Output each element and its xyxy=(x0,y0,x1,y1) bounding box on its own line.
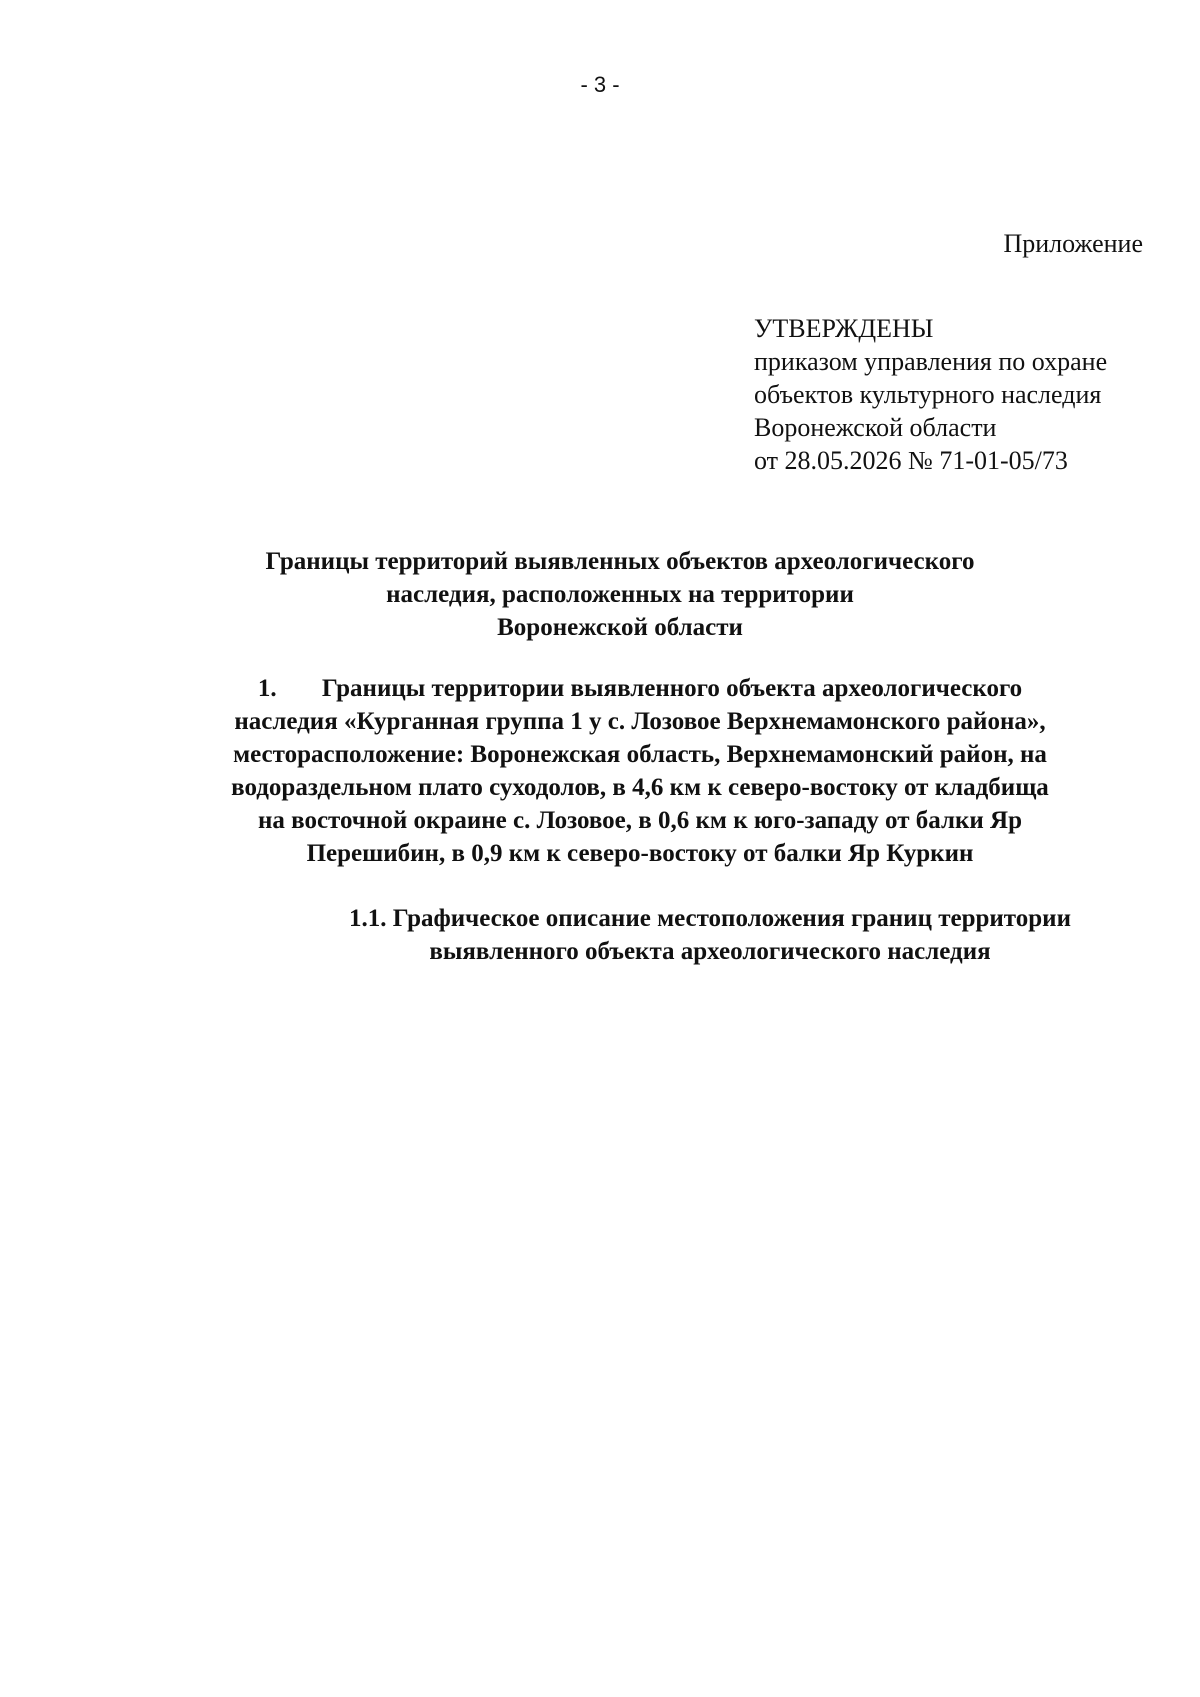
section-1-line: месторасположение: Воронежская область, Верхнемамонский район, на xyxy=(233,741,1047,768)
approval-heading: УТВЕРЖДЕНЫ xyxy=(754,314,934,343)
approval-block xyxy=(754,312,1174,477)
approval-line: Воронежской области xyxy=(754,413,997,442)
appendix-label: Приложение xyxy=(1003,229,1143,258)
subsection-line: 1.1. Графическое описание местоположения границ территории xyxy=(349,905,1071,932)
section-1-number: 1. xyxy=(257,675,277,702)
approval-line: приказом управления по охране xyxy=(754,347,1108,376)
approval-order-line: от 28.05.2026 № 71-01-05/73 xyxy=(754,446,1068,475)
section-1-line: водораздельном плато суходолов, в 4,6 км к северо-востоку от кладбища xyxy=(231,774,1049,801)
section-1-line: Перешибин, в 0,9 км к северо-востоку от балки Яр Куркин xyxy=(306,840,974,867)
approval-line: объектов культурного наследия xyxy=(754,380,1102,409)
section-1-1 xyxy=(290,902,1130,968)
section-1-first-line xyxy=(140,672,1140,705)
title-line: Воронежской области xyxy=(497,614,743,641)
document-title xyxy=(140,545,1100,644)
section-1 xyxy=(140,672,1140,870)
title-line: наследия, расположенных на территории xyxy=(386,581,854,608)
title-line: Границы территорий выявленных объектов археологического xyxy=(265,548,975,575)
page-number: - 3 - xyxy=(580,72,620,97)
section-1-heading-start: Границы территории выявленного объекта археологического xyxy=(321,675,1023,702)
section-1-line: на восточной окраине с. Лозовое, в 0,6 км к юго-западу от балки Яр xyxy=(257,807,1023,834)
section-1-line: наследия «Курганная группа 1 у с. Лозовое Верхнемамонского района», xyxy=(234,708,1046,735)
subsection-line: выявленного объекта археологического наследия xyxy=(429,938,991,965)
